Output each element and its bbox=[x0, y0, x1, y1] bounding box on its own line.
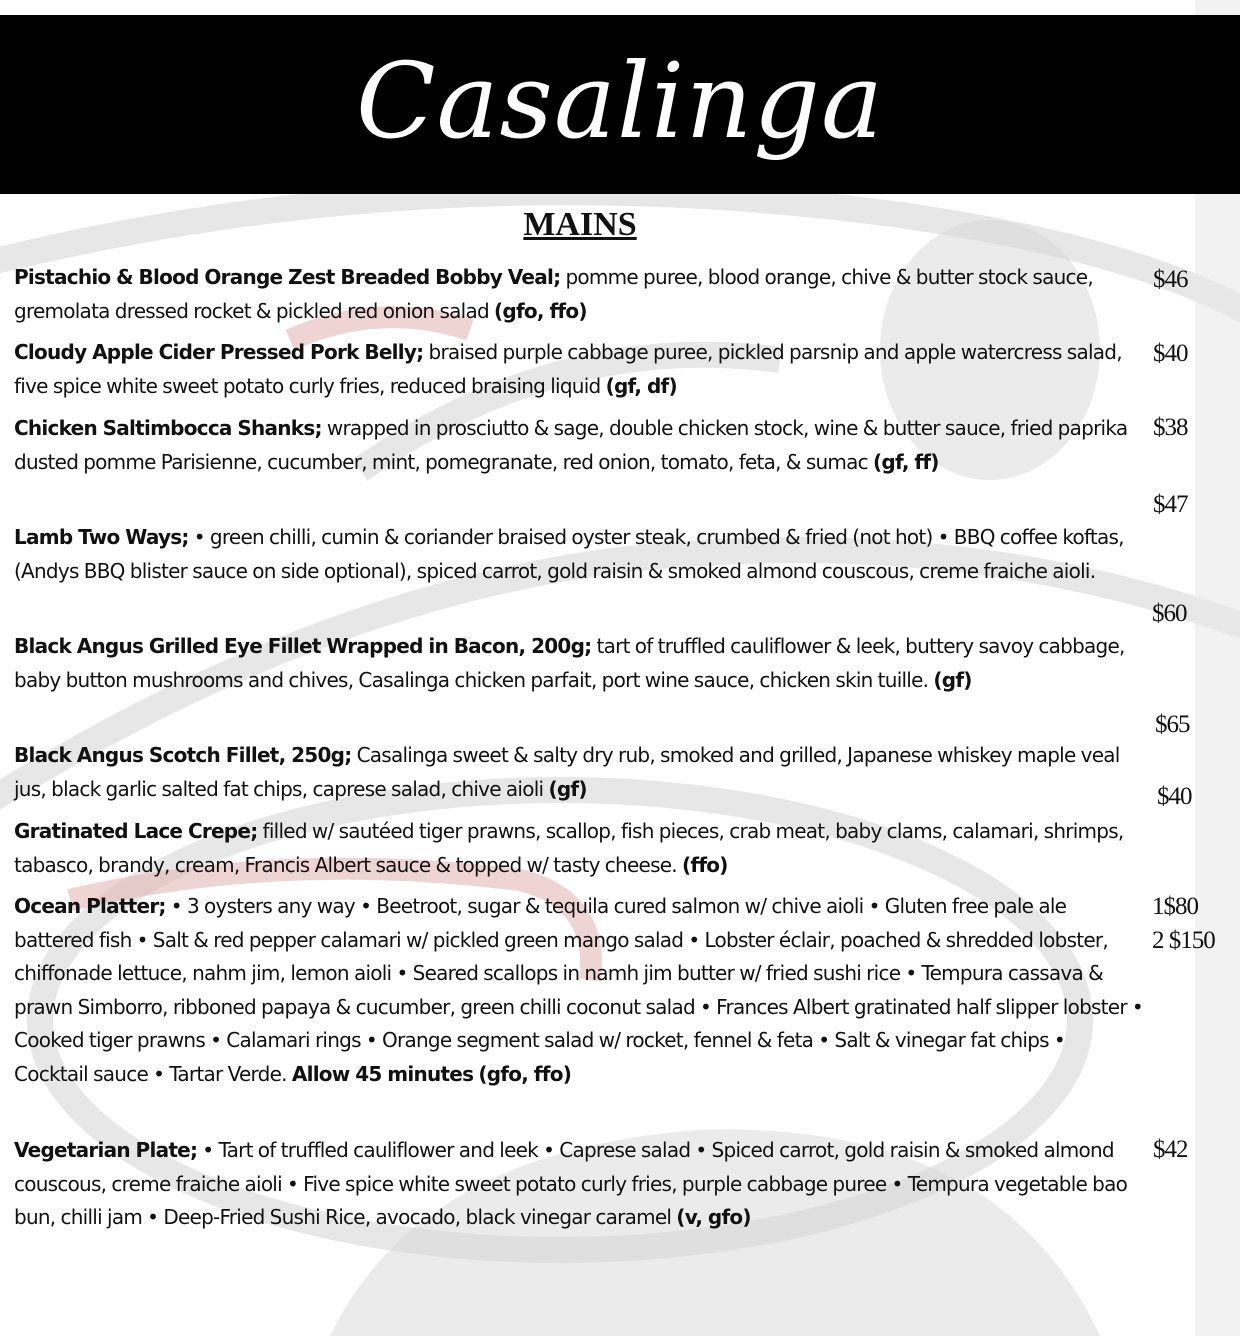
item-description: braised purple cabbage puree, pickled parsnip and apple watercress salad, five spice white sweet potato curly fries, reduced braising liquid bbox=[14, 340, 1122, 398]
item-price: $60 bbox=[1152, 600, 1187, 627]
item-dietary-tags: (gfo, ffo) bbox=[478, 1061, 572, 1086]
item-dietary-tags: (gf) bbox=[933, 667, 972, 692]
menu-item bbox=[14, 890, 1144, 1091]
item-dietary-tags: (ffo) bbox=[682, 852, 728, 877]
item-dietary-tags: (gfo, ffo) bbox=[494, 298, 587, 323]
menu-item bbox=[14, 336, 1144, 403]
item-description: Casalinga sweet & salty dry rub, smoked and grilled, Japanese whiskey maple veal jus, black garlic salted fat chips, caprese salad, chive aioli bbox=[14, 743, 1120, 801]
item-price: $65 bbox=[1155, 711, 1190, 738]
item-dietary-tags: (gf, df) bbox=[605, 373, 677, 398]
item-dietary-tags: (gf) bbox=[548, 776, 587, 801]
item-description: pomme puree, blood orange, chive & butter stock sauce, gremolata dressed rocket & pickled red onion salad bbox=[14, 265, 1093, 323]
menu-item bbox=[14, 521, 1144, 588]
item-name: Cloudy Apple Cider Pressed Pork Belly; bbox=[14, 340, 424, 364]
menu-item bbox=[14, 815, 1144, 882]
item-dietary-tags: (gf, ff) bbox=[873, 449, 939, 474]
menu-item bbox=[14, 261, 1144, 328]
item-price: $40 bbox=[1153, 340, 1188, 367]
item-name: Lamb Two Ways; bbox=[14, 525, 189, 549]
item-description: • green chilli, cumin & coriander braised oyster steak, crumbed & fried (not hot) • BBQ coffee koftas, (Andys BBQ blister sauce on side optional), spiced carrot, gold raisin & smoked almond couscous, creme fraiche aioli. bbox=[14, 525, 1124, 583]
item-name: Gratinated Lace Crepe; bbox=[14, 819, 258, 843]
item-price: $47 bbox=[1153, 491, 1188, 518]
menu-item bbox=[14, 630, 1144, 697]
item-dietary-tags: (v, gfo) bbox=[676, 1205, 751, 1229]
item-description: tart of truffled cauliflower & leek, buttery savoy cabbage, baby button mushrooms and chives, Casalinga chicken parfait, port wine sauce, chicken skin tuille. bbox=[14, 634, 1125, 692]
item-price: $42 bbox=[1153, 1136, 1188, 1163]
restaurant-logo-title: Casalinga bbox=[355, 40, 885, 162]
item-name: Ocean Platter; bbox=[14, 894, 166, 918]
item-description: filled w/ sautéed tiger prawns, scallop, fish pieces, crab meat, baby clams, calamari, shrimps, tabasco, brandy, cream, Francis Albert sauce & topped w/ tasty cheese. bbox=[14, 819, 1124, 877]
item-price: 1$80 bbox=[1152, 893, 1198, 920]
item-name: Chicken Saltimbocca Shanks; bbox=[14, 416, 322, 440]
item-price: $38 bbox=[1153, 414, 1188, 441]
item-price-secondary: 2 $150 bbox=[1152, 927, 1215, 954]
header-banner bbox=[0, 15, 1240, 194]
menu-item bbox=[14, 412, 1144, 479]
item-price: $40 bbox=[1157, 783, 1192, 810]
item-note: Allow 45 minutes bbox=[291, 1061, 474, 1086]
menu-item bbox=[14, 739, 1144, 806]
item-price: $46 bbox=[1153, 266, 1188, 293]
item-name: Black Angus Scotch Fillet, 250g; bbox=[14, 743, 352, 767]
item-description: wrapped in prosciutto & sage, double chicken stock, wine & butter sauce, fried paprika dusted pomme Parisienne, cucumber, mint, pomegranate, red onion, tomato, feta, & sumac bbox=[14, 416, 1128, 474]
menu-item bbox=[14, 1134, 1144, 1235]
item-name: Vegetarian Plate; bbox=[14, 1138, 198, 1162]
item-name: Black Angus Grilled Eye Fillet Wrapped in Bacon, 200g; bbox=[14, 634, 592, 658]
section-title: MAINS bbox=[523, 206, 637, 243]
item-description: • 3 oysters any way • Beetroot, sugar & tequila cured salmon w/ chive aioli • Gluten free pale ale battered fish • Salt & red pepper calamari w/ pickled green mango salad • Lobster éclair, poached & shredded lobster, chiffonade lettuce, nahm jim, lemon aioli • Seared scallops in namh jim butter w/ fried sushi rice • Tempura cassava & prawn Simborro, ribboned papaya & cucumber, green chilli coconut salad • Frances Albert gratinated half slipper lobster • Cooked tiger prawns • Calamari rings • Orange segment salad w/ rocket, fennel & feta • Salt & vinegar fat chips • Cocktail sauce • Tartar Verde. bbox=[14, 894, 1143, 1086]
item-name: Pistachio & Blood Orange Zest Breaded Bobby Veal; bbox=[14, 265, 561, 289]
item-description: • Tart of truffled cauliflower and leek • Caprese salad • Spiced carrot, gold raisin & smoked almond couscous, creme fraiche aioli • Five spice white sweet potato curly fries, purple cabbage puree • Tempura vegetable bao bun, chilli jam • Deep-Fried Sushi Rice, avocado, black vinegar caramel bbox=[14, 1138, 1128, 1229]
